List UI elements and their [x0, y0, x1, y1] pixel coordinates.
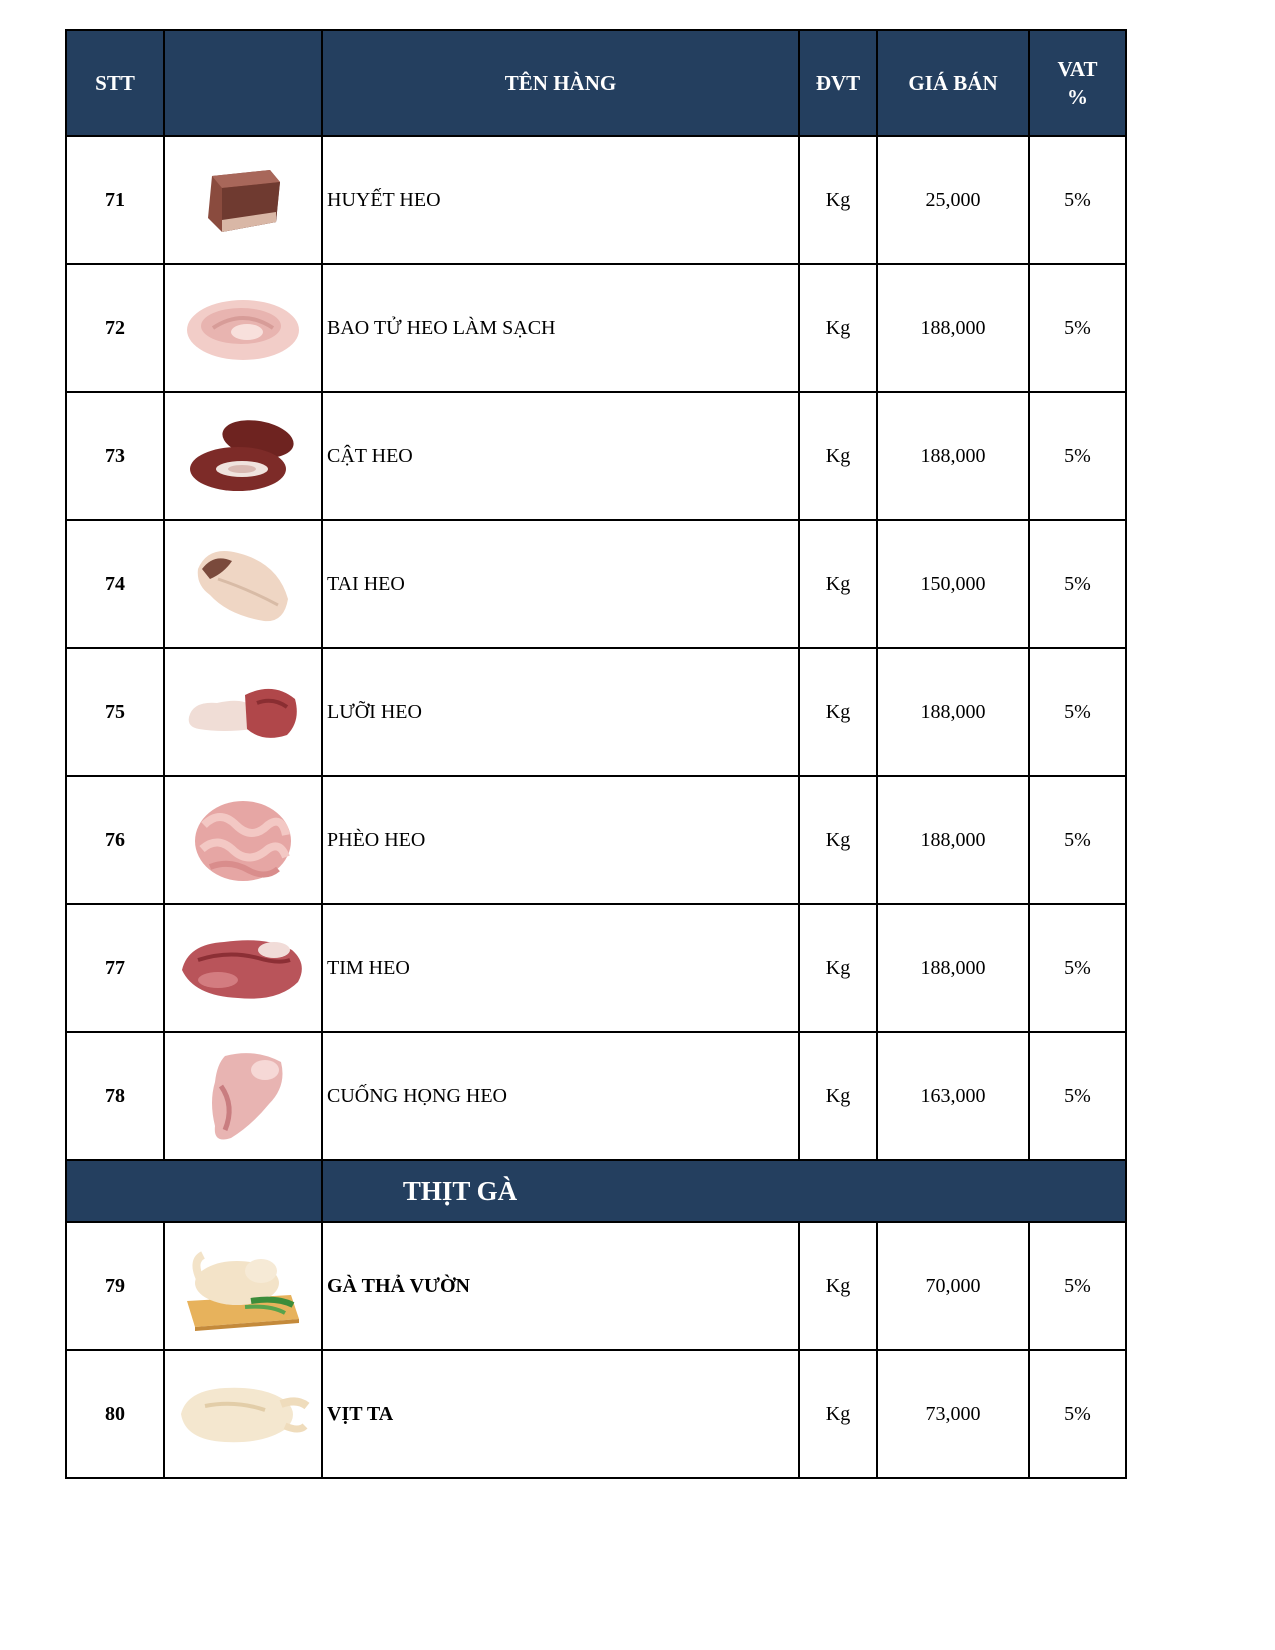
- row-vat: 5%: [1029, 264, 1126, 392]
- table-header-row: [66, 30, 1126, 136]
- row-vat: 5%: [1029, 904, 1126, 1032]
- row-image: [164, 904, 322, 1032]
- header-stt: STT: [66, 30, 164, 136]
- row-vat: 5%: [1029, 520, 1126, 648]
- row-price: 25,000: [877, 136, 1029, 264]
- table-row: [66, 1350, 1126, 1478]
- row-vat: 5%: [1029, 1032, 1126, 1160]
- row-price: 163,000: [877, 1032, 1029, 1160]
- row-stt: 76: [66, 776, 164, 904]
- row-unit: Kg: [799, 1350, 877, 1478]
- table-row: [66, 648, 1126, 776]
- section-spacer: [66, 1160, 322, 1222]
- row-image: [164, 1350, 322, 1478]
- header-name: TÊN HÀNG: [322, 30, 799, 136]
- row-price: 188,000: [877, 648, 1029, 776]
- row-stt: 74: [66, 520, 164, 648]
- row-name: GÀ THẢ VƯỜN: [322, 1222, 799, 1350]
- header-vat-line1: VAT: [1057, 57, 1098, 81]
- row-unit: Kg: [799, 1032, 877, 1160]
- row-unit: Kg: [799, 392, 877, 520]
- row-image: [164, 264, 322, 392]
- row-name: PHÈO HEO: [322, 776, 799, 904]
- row-name: CẬT HEO: [322, 392, 799, 520]
- table-row: [66, 1222, 1126, 1350]
- section-title: [322, 1160, 1126, 1222]
- row-vat: 5%: [1029, 1222, 1126, 1350]
- row-stt: 79: [66, 1222, 164, 1350]
- pork-stomach-icon: [183, 288, 303, 368]
- row-name: TAI HEO: [322, 520, 799, 648]
- row-price: 73,000: [877, 1350, 1029, 1478]
- table-row: [66, 1032, 1126, 1160]
- row-price: 188,000: [877, 264, 1029, 392]
- whole-duck-icon: [175, 1374, 311, 1454]
- row-vat: 5%: [1029, 648, 1126, 776]
- table-row: [66, 136, 1126, 264]
- table-row: [66, 904, 1126, 1032]
- row-name: LƯỠI HEO: [322, 648, 799, 776]
- row-unit: Kg: [799, 1222, 877, 1350]
- row-image: [164, 1032, 322, 1160]
- price-table: [65, 29, 1127, 1479]
- row-name: CUỐNG HỌNG HEO: [322, 1032, 799, 1160]
- table-row: [66, 520, 1126, 648]
- row-stt: 73: [66, 392, 164, 520]
- row-vat: 5%: [1029, 392, 1126, 520]
- row-name: TIM HEO: [322, 904, 799, 1032]
- row-image: [164, 392, 322, 520]
- header-vat: [1029, 30, 1126, 136]
- row-image: [164, 136, 322, 264]
- header-vat-line2: %: [1067, 85, 1088, 109]
- row-stt: 75: [66, 648, 164, 776]
- row-name: VỊT TA: [322, 1350, 799, 1478]
- pork-heart-icon: [178, 930, 308, 1006]
- row-image: [164, 648, 322, 776]
- row-unit: Kg: [799, 904, 877, 1032]
- row-price: 70,000: [877, 1222, 1029, 1350]
- row-unit: Kg: [799, 776, 877, 904]
- row-unit: Kg: [799, 264, 877, 392]
- row-vat: 5%: [1029, 1350, 1126, 1478]
- row-image: [164, 1222, 322, 1350]
- row-unit: Kg: [799, 648, 877, 776]
- row-stt: 71: [66, 136, 164, 264]
- pork-throat-icon: [195, 1046, 291, 1146]
- row-price: 188,000: [877, 392, 1029, 520]
- row-stt: 80: [66, 1350, 164, 1478]
- pork-ear-icon: [188, 539, 298, 629]
- row-unit: Kg: [799, 520, 877, 648]
- row-unit: Kg: [799, 136, 877, 264]
- table-row: [66, 264, 1126, 392]
- row-name: HUYẾT HEO: [322, 136, 799, 264]
- row-price: 188,000: [877, 904, 1029, 1032]
- row-price: 188,000: [877, 776, 1029, 904]
- table-row: [66, 392, 1126, 520]
- row-price: 150,000: [877, 520, 1029, 648]
- pork-intestine-icon: [190, 795, 296, 885]
- header-unit: ĐVT: [799, 30, 877, 136]
- whole-chicken-icon: [181, 1241, 305, 1331]
- pork-kidney-icon: [186, 411, 301, 501]
- row-vat: 5%: [1029, 776, 1126, 904]
- row-stt: 78: [66, 1032, 164, 1160]
- row-vat: 5%: [1029, 136, 1126, 264]
- header-image: [164, 30, 322, 136]
- row-stt: 77: [66, 904, 164, 1032]
- row-stt: 72: [66, 264, 164, 392]
- row-image: [164, 520, 322, 648]
- pork-blood-icon: [198, 160, 288, 240]
- row-image: [164, 776, 322, 904]
- section-title-text: THỊT GÀ: [402, 1175, 518, 1206]
- section-header-row: [66, 1160, 1126, 1222]
- row-name: BAO TỬ HEO LÀM SẠCH: [322, 264, 799, 392]
- table-row: [66, 776, 1126, 904]
- pork-tongue-icon: [183, 677, 303, 747]
- header-price: GIÁ BÁN: [877, 30, 1029, 136]
